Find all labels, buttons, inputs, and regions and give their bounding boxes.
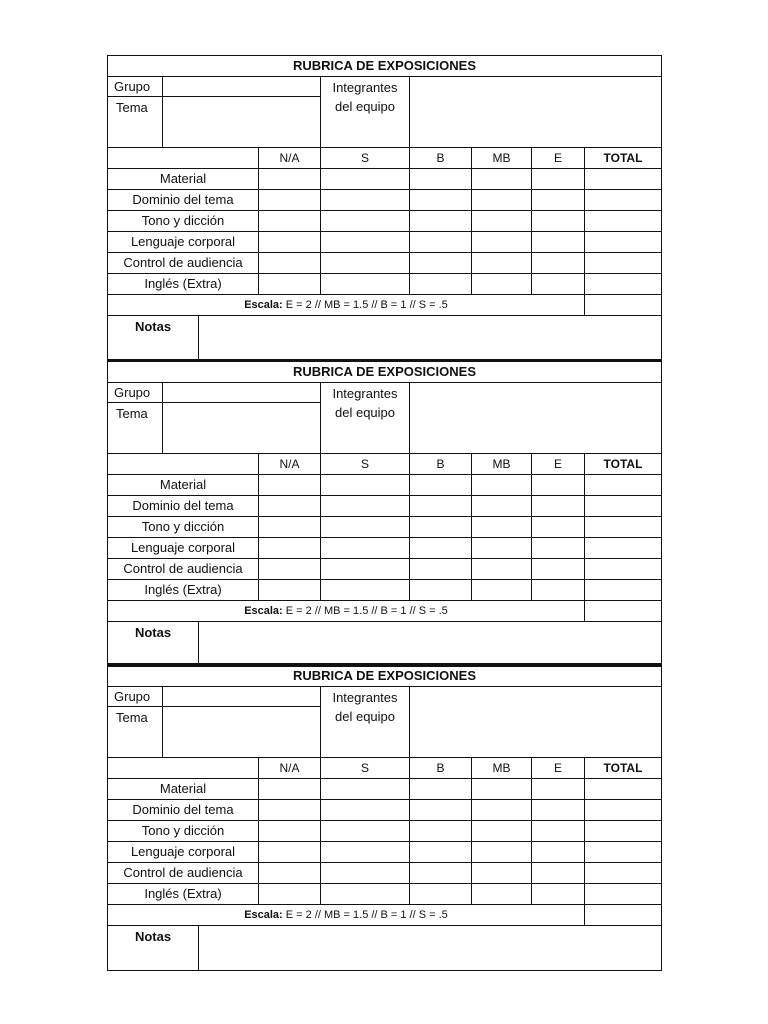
- notes-field[interactable]: [199, 622, 661, 666]
- criterion-label: Lenguaje corporal: [108, 538, 259, 559]
- score-cell[interactable]: [585, 190, 661, 211]
- tema-label: Tema: [108, 403, 163, 453]
- scale-row: [108, 905, 661, 926]
- score-cell[interactable]: [321, 169, 410, 190]
- score-cell[interactable]: [472, 211, 532, 232]
- column-header: N/A: [259, 454, 321, 475]
- score-cell[interactable]: [259, 559, 321, 580]
- header-blank-cell: [108, 454, 259, 475]
- score-cell[interactable]: [259, 274, 321, 295]
- score-cell[interactable]: [585, 496, 661, 517]
- notes-field[interactable]: [199, 316, 661, 360]
- grupo-label: Grupo: [108, 383, 163, 403]
- grupo-label: Grupo: [108, 77, 163, 97]
- score-cell[interactable]: [532, 517, 585, 538]
- score-cell[interactable]: [410, 863, 472, 884]
- integrantes-label-line1: Integrantes: [332, 80, 398, 95]
- rubric-card: [107, 55, 662, 361]
- score-cell[interactable]: [585, 800, 661, 821]
- score-cell[interactable]: [259, 538, 321, 559]
- score-cell[interactable]: [410, 169, 472, 190]
- column-header: B: [410, 148, 472, 169]
- scale-values: E = 2 // MB = 1.5 // B = 1 // S = .5: [282, 299, 448, 311]
- column-header: TOTAL: [585, 454, 661, 475]
- column-header: E: [532, 148, 585, 169]
- score-cell[interactable]: [585, 517, 661, 538]
- integrantes-label: [321, 383, 410, 453]
- score-cell[interactable]: [532, 190, 585, 211]
- score-cell[interactable]: [410, 190, 472, 211]
- score-cell[interactable]: [259, 475, 321, 496]
- score-cell[interactable]: [585, 253, 661, 274]
- scale-row: [108, 601, 661, 622]
- rubric-title: RUBRICA DE EXPOSICIONES: [108, 666, 661, 687]
- criterion-label: Tono y dicción: [108, 211, 259, 232]
- score-cell[interactable]: [321, 274, 410, 295]
- score-cell[interactable]: [532, 842, 585, 863]
- integrantes-label-line2: del equipo: [335, 405, 395, 420]
- header-blank-cell: [108, 148, 259, 169]
- score-cell[interactable]: [585, 821, 661, 842]
- criteria-grid: [108, 758, 661, 905]
- score-cell[interactable]: [585, 538, 661, 559]
- score-cell[interactable]: [259, 821, 321, 842]
- score-cell[interactable]: [532, 863, 585, 884]
- criterion-label: Material: [108, 475, 259, 496]
- score-cell[interactable]: [532, 800, 585, 821]
- scale-label: Escala:: [244, 605, 283, 617]
- integrantes-field[interactable]: [410, 383, 661, 453]
- score-cell[interactable]: [321, 884, 410, 905]
- score-cell[interactable]: [321, 559, 410, 580]
- score-cell[interactable]: [585, 475, 661, 496]
- integrantes-label: [321, 687, 410, 757]
- score-cell[interactable]: [259, 842, 321, 863]
- score-cell[interactable]: [472, 253, 532, 274]
- rubric-card: [107, 663, 662, 971]
- header-block: [108, 77, 661, 148]
- scale-text: [108, 905, 585, 925]
- score-cell[interactable]: [259, 517, 321, 538]
- tema-label: Tema: [108, 97, 163, 147]
- score-cell[interactable]: [472, 517, 532, 538]
- score-cell[interactable]: [585, 211, 661, 232]
- scale-values: E = 2 // MB = 1.5 // B = 1 // S = .5: [282, 605, 448, 617]
- score-cell[interactable]: [532, 274, 585, 295]
- rubric-card: [107, 359, 662, 667]
- score-cell[interactable]: [532, 169, 585, 190]
- score-cell[interactable]: [410, 800, 472, 821]
- criterion-label: Control de audiencia: [108, 559, 259, 580]
- integrantes-label-line2: del equipo: [335, 99, 395, 114]
- score-cell[interactable]: [472, 800, 532, 821]
- criterion-label: Material: [108, 779, 259, 800]
- scale-row: [108, 295, 661, 316]
- column-header: TOTAL: [585, 148, 661, 169]
- integrantes-field[interactable]: [410, 77, 661, 147]
- notes-row: [108, 622, 661, 666]
- score-cell[interactable]: [532, 538, 585, 559]
- scale-total-cell[interactable]: [585, 295, 661, 315]
- score-cell[interactable]: [321, 253, 410, 274]
- score-cell[interactable]: [321, 779, 410, 800]
- score-cell[interactable]: [532, 580, 585, 601]
- score-cell[interactable]: [585, 559, 661, 580]
- notes-row: [108, 316, 661, 360]
- grupo-label: Grupo: [108, 687, 163, 707]
- score-cell[interactable]: [321, 475, 410, 496]
- score-cell[interactable]: [532, 779, 585, 800]
- criterion-label: Inglés (Extra): [108, 274, 259, 295]
- score-cell[interactable]: [259, 800, 321, 821]
- criterion-label: Dominio del tema: [108, 496, 259, 517]
- criterion-label: Inglés (Extra): [108, 884, 259, 905]
- scale-values: E = 2 // MB = 1.5 // B = 1 // S = .5: [282, 909, 448, 921]
- tema-field[interactable]: [163, 403, 321, 453]
- score-cell[interactable]: [321, 863, 410, 884]
- score-cell[interactable]: [321, 580, 410, 601]
- rubric-title: RUBRICA DE EXPOSICIONES: [108, 362, 661, 383]
- score-cell[interactable]: [472, 842, 532, 863]
- score-cell[interactable]: [472, 821, 532, 842]
- score-cell[interactable]: [410, 232, 472, 253]
- scale-text: [108, 601, 585, 621]
- score-cell[interactable]: [585, 842, 661, 863]
- column-header: E: [532, 758, 585, 779]
- score-cell[interactable]: [259, 232, 321, 253]
- score-cell[interactable]: [472, 475, 532, 496]
- tema-field[interactable]: [163, 97, 321, 147]
- score-cell[interactable]: [321, 538, 410, 559]
- score-cell[interactable]: [259, 496, 321, 517]
- column-header: N/A: [259, 758, 321, 779]
- score-cell[interactable]: [410, 559, 472, 580]
- score-cell[interactable]: [472, 779, 532, 800]
- scale-total-cell[interactable]: [585, 601, 661, 621]
- score-cell[interactable]: [472, 863, 532, 884]
- header-block: [108, 383, 661, 454]
- score-cell[interactable]: [532, 496, 585, 517]
- column-header: MB: [472, 454, 532, 475]
- score-cell[interactable]: [259, 884, 321, 905]
- score-cell[interactable]: [472, 884, 532, 905]
- score-cell[interactable]: [321, 842, 410, 863]
- column-header: S: [321, 758, 410, 779]
- notes-label: Notas: [108, 926, 199, 970]
- grupo-field[interactable]: [163, 383, 321, 403]
- column-header: B: [410, 454, 472, 475]
- integrantes-field[interactable]: [410, 687, 661, 757]
- score-cell[interactable]: [585, 232, 661, 253]
- integrantes-label-line1: Integrantes: [332, 690, 398, 705]
- score-cell[interactable]: [259, 580, 321, 601]
- score-cell[interactable]: [410, 475, 472, 496]
- score-cell[interactable]: [472, 169, 532, 190]
- score-cell[interactable]: [585, 274, 661, 295]
- criterion-label: Control de audiencia: [108, 253, 259, 274]
- score-cell[interactable]: [410, 496, 472, 517]
- criterion-label: Lenguaje corporal: [108, 232, 259, 253]
- score-cell[interactable]: [532, 211, 585, 232]
- criterion-label: Lenguaje corporal: [108, 842, 259, 863]
- column-header: MB: [472, 148, 532, 169]
- column-header: E: [532, 454, 585, 475]
- scale-text: [108, 295, 585, 315]
- score-cell[interactable]: [410, 779, 472, 800]
- score-cell[interactable]: [585, 169, 661, 190]
- score-cell[interactable]: [532, 821, 585, 842]
- criterion-label: Material: [108, 169, 259, 190]
- rubric-title: RUBRICA DE EXPOSICIONES: [108, 56, 661, 77]
- grupo-field[interactable]: [163, 687, 321, 707]
- integrantes-label: [321, 77, 410, 147]
- score-cell[interactable]: [472, 580, 532, 601]
- score-cell[interactable]: [259, 169, 321, 190]
- column-header: MB: [472, 758, 532, 779]
- criterion-label: Inglés (Extra): [108, 580, 259, 601]
- criterion-label: Dominio del tema: [108, 800, 259, 821]
- score-cell[interactable]: [532, 253, 585, 274]
- score-cell[interactable]: [321, 211, 410, 232]
- score-cell[interactable]: [585, 580, 661, 601]
- notes-label: Notas: [108, 316, 199, 360]
- score-cell[interactable]: [472, 496, 532, 517]
- integrantes-label-line1: Integrantes: [332, 386, 398, 401]
- score-cell[interactable]: [410, 253, 472, 274]
- score-cell[interactable]: [472, 559, 532, 580]
- tema-label: Tema: [108, 707, 163, 757]
- score-cell[interactable]: [321, 232, 410, 253]
- criterion-label: Tono y dicción: [108, 821, 259, 842]
- score-cell[interactable]: [532, 559, 585, 580]
- criteria-grid: [108, 148, 661, 295]
- score-cell[interactable]: [259, 863, 321, 884]
- score-cell[interactable]: [410, 274, 472, 295]
- score-cell[interactable]: [585, 779, 661, 800]
- score-cell[interactable]: [410, 842, 472, 863]
- scale-label: Escala:: [244, 909, 283, 921]
- score-cell[interactable]: [410, 884, 472, 905]
- column-header: S: [321, 454, 410, 475]
- score-cell[interactable]: [321, 190, 410, 211]
- score-cell[interactable]: [410, 821, 472, 842]
- column-header: N/A: [259, 148, 321, 169]
- score-cell[interactable]: [472, 190, 532, 211]
- criterion-label: Dominio del tema: [108, 190, 259, 211]
- score-cell[interactable]: [410, 517, 472, 538]
- tema-field[interactable]: [163, 707, 321, 757]
- score-cell[interactable]: [472, 274, 532, 295]
- criteria-grid: [108, 454, 661, 601]
- integrantes-label-line2: del equipo: [335, 709, 395, 724]
- score-cell[interactable]: [259, 253, 321, 274]
- score-cell[interactable]: [585, 863, 661, 884]
- score-cell[interactable]: [532, 884, 585, 905]
- notes-field[interactable]: [199, 926, 661, 970]
- column-header: TOTAL: [585, 758, 661, 779]
- score-cell[interactable]: [259, 190, 321, 211]
- score-cell[interactable]: [410, 538, 472, 559]
- score-cell[interactable]: [410, 211, 472, 232]
- score-cell[interactable]: [532, 232, 585, 253]
- score-cell[interactable]: [321, 517, 410, 538]
- score-cell[interactable]: [472, 232, 532, 253]
- criterion-label: Tono y dicción: [108, 517, 259, 538]
- notes-row: [108, 926, 661, 970]
- grupo-field[interactable]: [163, 77, 321, 97]
- header-blank-cell: [108, 758, 259, 779]
- scale-total-cell[interactable]: [585, 905, 661, 925]
- score-cell[interactable]: [259, 211, 321, 232]
- score-cell[interactable]: [472, 538, 532, 559]
- score-cell[interactable]: [321, 496, 410, 517]
- score-cell[interactable]: [532, 475, 585, 496]
- column-header: B: [410, 758, 472, 779]
- criterion-label: Control de audiencia: [108, 863, 259, 884]
- score-cell[interactable]: [585, 884, 661, 905]
- scale-label: Escala:: [244, 299, 283, 311]
- column-header: S: [321, 148, 410, 169]
- score-cell[interactable]: [259, 779, 321, 800]
- header-block: [108, 687, 661, 758]
- score-cell[interactable]: [410, 580, 472, 601]
- score-cell[interactable]: [321, 821, 410, 842]
- notes-label: Notas: [108, 622, 199, 666]
- score-cell[interactable]: [321, 800, 410, 821]
